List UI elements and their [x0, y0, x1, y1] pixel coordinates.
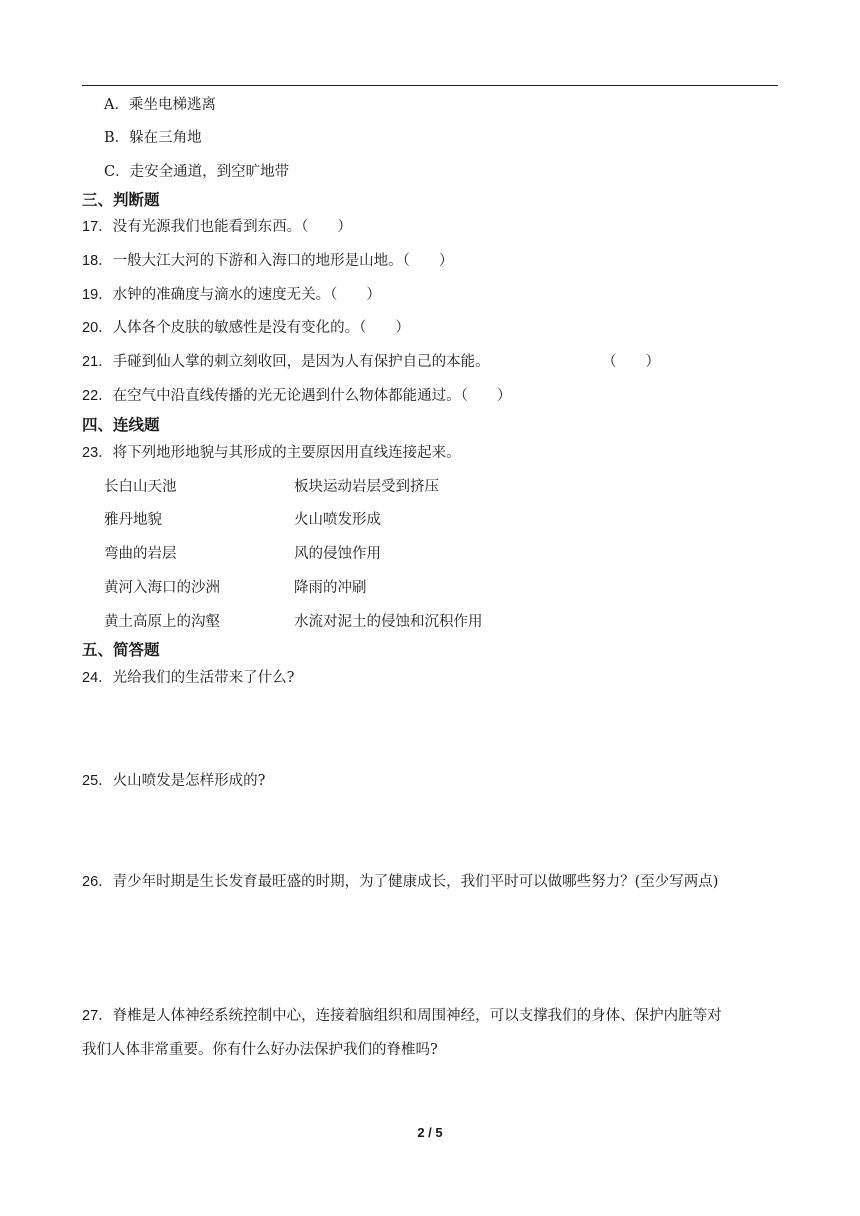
- page-number: 2 / 5: [417, 1125, 443, 1140]
- question-21: [82, 353, 490, 371]
- question-number: 26．: [82, 874, 113, 890]
- question-25: [82, 772, 265, 790]
- option-letter: C．: [104, 164, 130, 180]
- question-text: 将下列地形地貌与其形成的主要原因用直线连接起来。: [112, 445, 461, 461]
- answer-paren: （ ）: [602, 354, 660, 370]
- option-letter: A．: [104, 97, 129, 113]
- option-b: [104, 129, 202, 147]
- question-26: [82, 873, 718, 891]
- match-right-item: 风的侵蚀作用: [294, 546, 381, 562]
- question-24: [82, 669, 294, 687]
- question-number: 17．: [82, 219, 113, 235]
- match-left-item: 弯曲的岩层: [104, 546, 177, 562]
- question-text: 手碰到仙人掌的刺立刻收回，是因为人有保护自己的本能。: [112, 354, 490, 370]
- section-heading-judge: 三、判断题: [82, 191, 160, 209]
- option-text: 走安全通道，到空旷地带: [129, 164, 290, 180]
- option-text: 乘坐电梯逃离: [128, 97, 216, 113]
- match-left-item: 黄河入海口的沙洲: [104, 580, 220, 596]
- option-text: 躲在三角地: [129, 130, 202, 146]
- question-text: 光给我们的生活带来了什么?: [112, 670, 295, 686]
- question-number: 18．: [82, 253, 113, 269]
- question-text: 人体各个皮肤的敏感性是没有变化的。（ ）: [112, 320, 410, 336]
- match-left-item: 雅丹地貌: [104, 512, 162, 528]
- question-19: [82, 286, 381, 304]
- question-text: 没有光源我们也能看到东西。（ ）: [112, 219, 352, 235]
- question-number: 27．: [82, 1008, 113, 1024]
- question-number: 25．: [82, 773, 113, 789]
- question-17: [82, 218, 352, 236]
- match-right-item: 降雨的冲刷: [294, 580, 367, 596]
- question-number: 20．: [82, 320, 113, 336]
- question-number: 24．: [82, 670, 113, 686]
- question-number: 22．: [82, 388, 113, 404]
- question-23: [82, 444, 461, 462]
- question-22: [82, 387, 511, 405]
- match-right-item: 水流对泥土的侵蚀和沉积作用: [294, 614, 483, 630]
- header-rule: [82, 85, 778, 86]
- question-text: 火山喷发是怎样形成的?: [112, 773, 266, 789]
- question-text: 一般大江大河的下游和入海口的地形是山地。（ ）: [112, 253, 454, 269]
- question-number: 19．: [82, 287, 113, 303]
- section-heading-match: 四、连线题: [82, 416, 160, 434]
- question-text: 水钟的准确度与滴水的速度无关。（ ）: [112, 287, 381, 303]
- section-heading-short: 五、简答题: [82, 641, 160, 659]
- question-text: 青少年时期是生长发育最旺盛的时期，为了健康成长，我们平时可以做哪些努力？(至少写两点): [112, 874, 719, 890]
- option-a: [104, 96, 216, 114]
- question-27: [82, 1007, 722, 1025]
- match-left-item: 黄土高原上的沟壑: [104, 614, 220, 630]
- match-right-item: 板块运动岩层受到挤压: [294, 479, 439, 495]
- question-text: 脊椎是人体神经系统控制中心，连接着脑组织和周围神经，可以支撑我们的身体、保护内脏等对: [112, 1008, 722, 1024]
- question-20: [82, 319, 410, 337]
- option-c: [104, 163, 289, 181]
- question-27-continued: 我们人体非常重要。你有什么好办法保护我们的脊椎吗?: [82, 1042, 438, 1058]
- question-18: [82, 252, 453, 270]
- question-text: 在空气中沿直线传播的光无论遇到什么物体都能通过。（ ）: [112, 388, 512, 404]
- question-number: 23．: [82, 445, 113, 461]
- match-left-item: 长白山天池: [104, 479, 177, 495]
- question-number: 21．: [82, 354, 113, 370]
- match-right-item: 火山喷发形成: [294, 512, 381, 528]
- option-letter: B．: [104, 130, 130, 146]
